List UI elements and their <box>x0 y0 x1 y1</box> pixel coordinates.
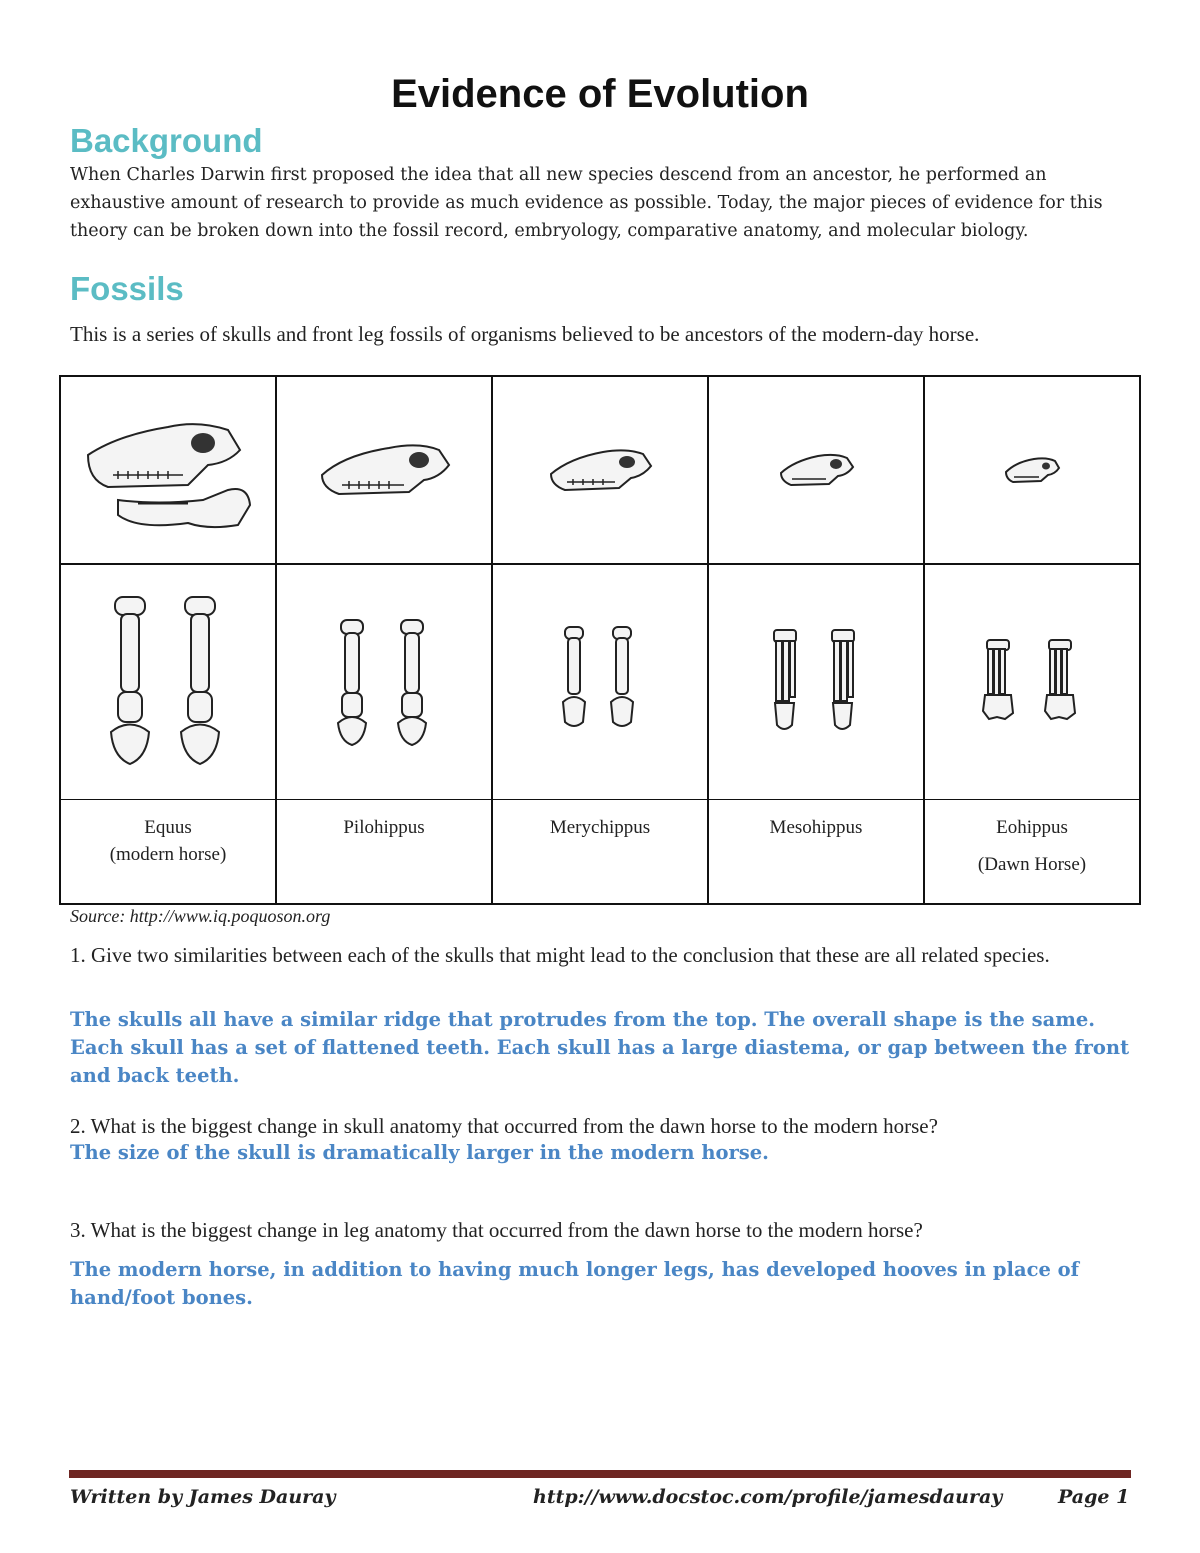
species-common-name: (Dawn Horse) <box>977 854 1087 875</box>
horse-skull-icon <box>314 430 454 510</box>
species-cell-pilohippus <box>276 800 492 905</box>
leg-cell-pilohippus <box>276 564 492 800</box>
horse-skull-icon <box>545 438 655 503</box>
species-common-name: (modern horse) <box>109 844 227 865</box>
question-3: 3. What is the biggest change in leg anatomy that occurred from the dawn horse to the modern horse? <box>70 1218 923 1242</box>
horse-leg-bone-icon <box>329 615 439 750</box>
footer-url[interactable]: http://www.docstoc.com/profile/jamesdauray <box>533 1486 1003 1508</box>
leg-cell-equus <box>60 564 276 800</box>
species-name: Merychippus <box>549 817 651 838</box>
page-title: Evidence of Evolution <box>391 72 809 116</box>
question-2: 2. What is the biggest change in skull anatomy that occurred from the dawn horse to the modern horse? <box>70 1114 938 1138</box>
footer-rule <box>69 1470 1131 1478</box>
skull-cell-equus <box>60 376 276 564</box>
horse-skull-icon <box>1002 450 1062 490</box>
name-row <box>60 800 1140 905</box>
source-citation: Source: http://www.iq.poquoson.org <box>70 906 331 926</box>
skull-cell-mesohippus <box>708 376 924 564</box>
fossils-intro: This is a series of skulls and front leg fossils of organisms believed to be ancestors of the modern-day horse. <box>70 322 980 346</box>
horse-leg-bone-icon <box>977 635 1087 730</box>
skull-cell-merychippus <box>492 376 708 564</box>
answer-3: The modern horse, in addition to having much longer legs, has developed hooves in place of hand/foot bones. <box>70 1258 1080 1309</box>
fossils-heading: Fossils <box>70 270 184 307</box>
horse-leg-bone-icon <box>766 625 866 740</box>
species-name: Mesohippus <box>769 817 863 838</box>
question-1: 1. Give two similarities between each of the skulls that might lead to the conclusion that these are all related species. <box>70 943 1050 967</box>
leg-cell-mesohippus <box>708 564 924 800</box>
species-cell-merychippus <box>492 800 708 905</box>
species-name: Eohippus <box>996 817 1068 838</box>
species-name: Pilohippus <box>343 817 425 838</box>
leg-cell-merychippus <box>492 564 708 800</box>
background-heading: Background <box>70 122 263 159</box>
species-name: Equus <box>144 817 192 838</box>
footer-page-number: Page 1 <box>1058 1486 1130 1508</box>
leg-row <box>60 564 1140 800</box>
skull-cell-pilohippus <box>276 376 492 564</box>
skull-cell-eohippus <box>924 376 1140 564</box>
background-text: When Charles Darwin first proposed the idea that all new species descend from an ancestor, he performed an exhaustive amount of research to provide as much evidence as possible. Today, the major pieces of evidence for this theory can be broken down into the fossil record, embryology, comparative anatomy, and molecular biology. <box>70 165 1103 241</box>
species-cell-mesohippus <box>708 800 924 905</box>
footer-author: Written by James Dauray <box>70 1486 336 1508</box>
species-cell-equus <box>60 800 276 905</box>
horse-skull-icon <box>78 405 258 535</box>
answer-2: The size of the skull is dramatically larger in the modern horse. <box>70 1141 769 1164</box>
skull-row <box>60 376 1140 564</box>
horse-leg-bone-icon <box>103 592 233 772</box>
answer-1: The skulls all have a similar ridge that protrudes from the top. The overall shape is the same. Each skull has a set of flattened teeth. Each skull has a large diastema, or gap between the front and back teeth. <box>70 1008 1130 1087</box>
species-cell-eohippus <box>924 800 1140 905</box>
horse-skull-icon <box>776 445 856 495</box>
leg-cell-eohippus <box>924 564 1140 800</box>
fossil-table <box>59 375 1141 905</box>
horse-leg-bone-icon <box>555 622 645 742</box>
